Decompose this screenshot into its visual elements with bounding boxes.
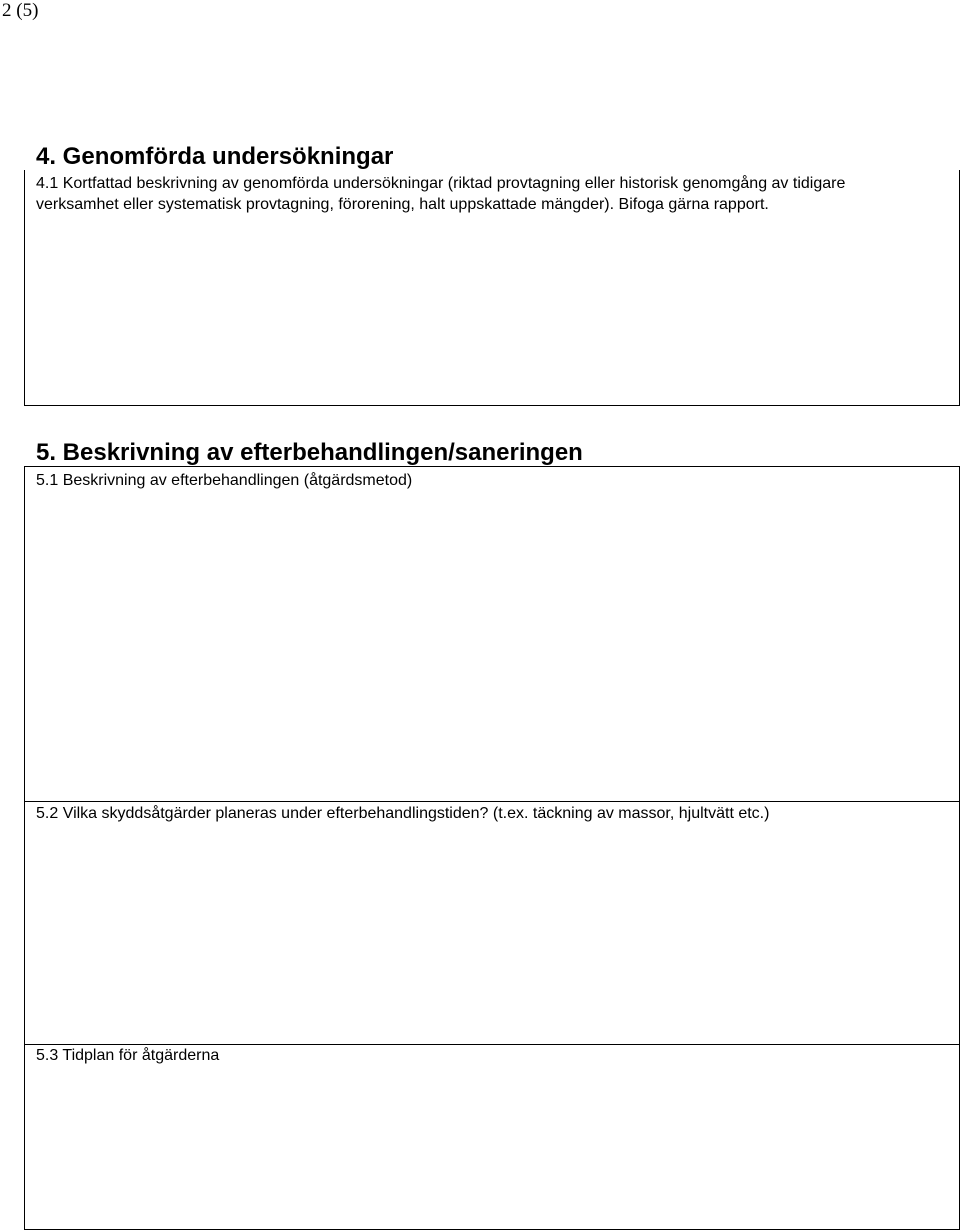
field-4-1-label [36, 173, 845, 215]
field-4-1-label-line-2: verksamhet eller systematisk provtagning, förorening, halt uppskattade mängder). Bifoga gärna rapport. [36, 196, 769, 213]
field-5-1-box[interactable] [24, 466, 960, 802]
section-5-heading: 5. Beskrivning av efterbehandlingen/saneringen [36, 439, 583, 466]
field-4-1-box[interactable] [24, 170, 960, 406]
page-number: 2 (5) [2, 0, 39, 21]
field-5-3-label: 5.3 Tidplan för åtgärderna [36, 1047, 220, 1064]
field-5-1-label: 5.1 Beskrivning av efterbehandlingen (åtgärdsmetod) [36, 472, 413, 489]
field-5-2-box[interactable] [24, 801, 960, 1045]
field-5-2-label: 5.2 Vilka skyddsåtgärder planeras under efterbehandlingstiden? (t.ex. täckning av massor, hjultvätt etc.) [36, 805, 770, 822]
field-4-1-label-line-1: 4.1 Kortfattad beskrivning av genomförda undersökningar (riktad provtagning eller historisk genomgång av tidigare [36, 175, 846, 192]
field-5-3-box[interactable] [24, 1044, 960, 1230]
section-4-heading: 4. Genomförda undersökningar [36, 143, 394, 170]
